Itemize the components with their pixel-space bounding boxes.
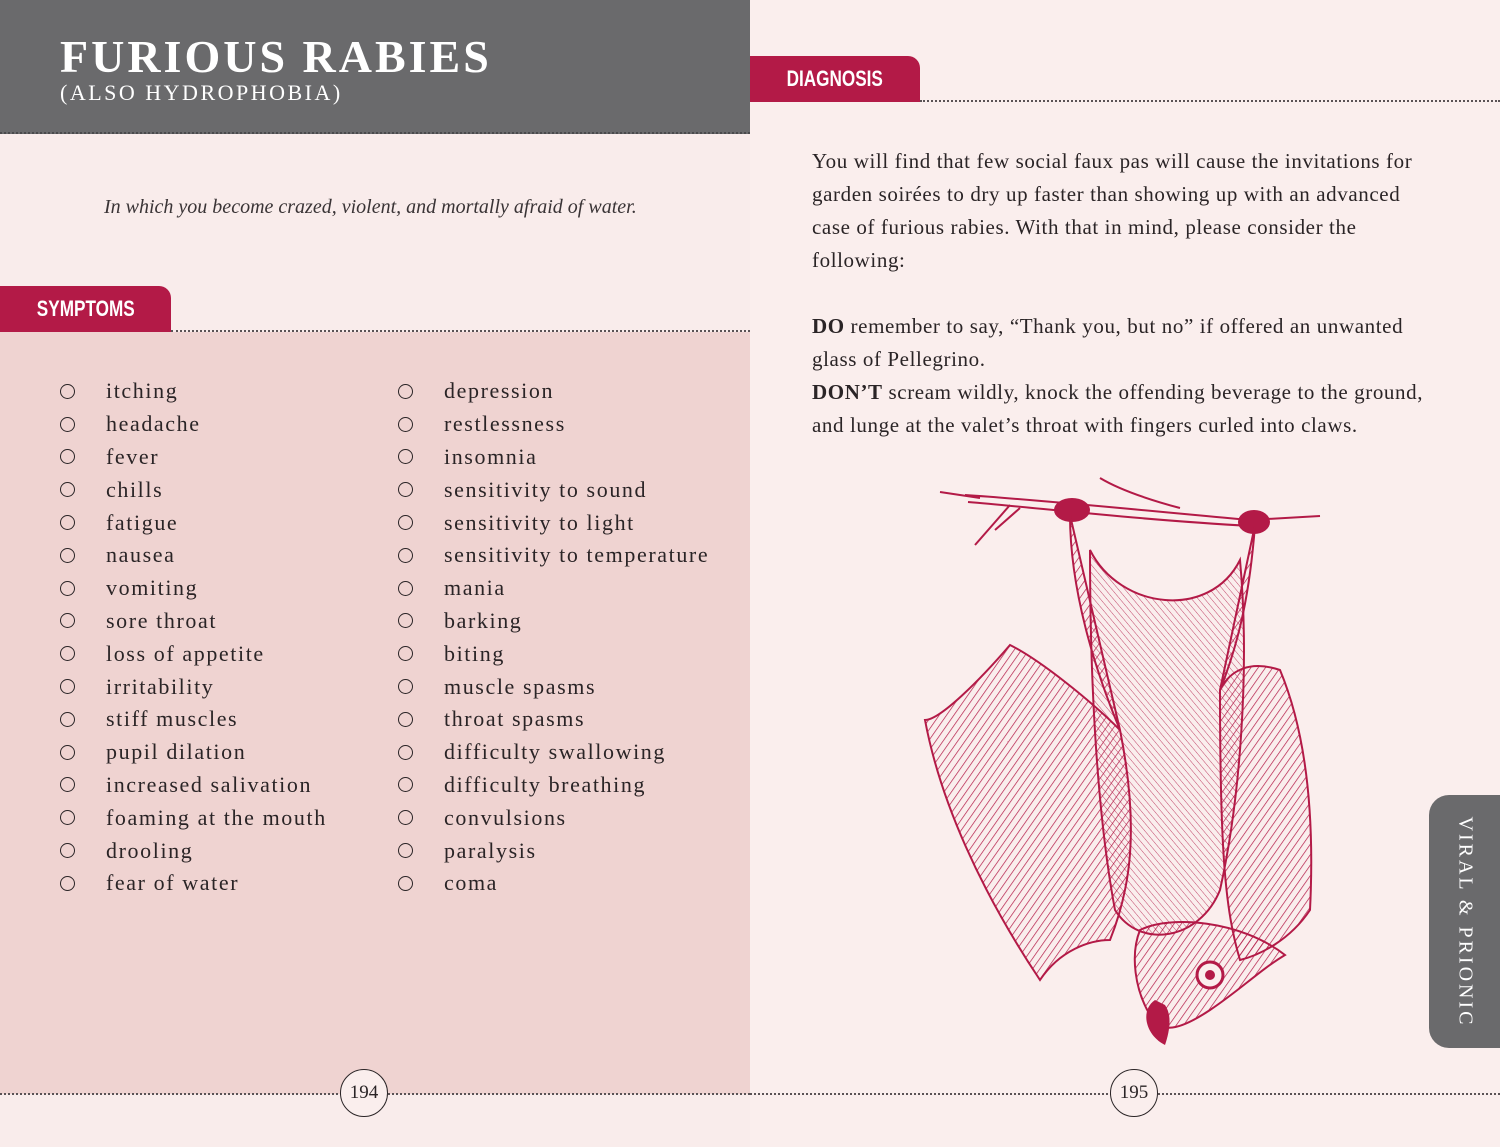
- checkbox-circle-icon: [60, 876, 75, 891]
- symptom-label: fear of water: [106, 870, 240, 896]
- symptom-item: [60, 408, 327, 441]
- symptom-label: fever: [106, 443, 160, 469]
- symptom-label: chills: [106, 476, 164, 502]
- checkbox-circle-icon: [60, 679, 75, 694]
- bat-illustration: [920, 470, 1330, 1050]
- symptom-item: [60, 637, 327, 670]
- checkbox-circle-icon: [398, 777, 413, 792]
- symptom-item: [60, 834, 327, 867]
- symptom-label: pupil dilation: [106, 739, 247, 765]
- page-number-left: 194: [340, 1069, 388, 1117]
- dont-text: scream wildly, knock the offending beverage to the ground, and lunge at the valet’s throat with fingers curled into claws.: [812, 380, 1424, 437]
- checkbox-circle-icon: [60, 548, 75, 563]
- chapter-side-tab-label: VIRAL & PRIONIC: [1454, 816, 1476, 1027]
- symptom-item: [60, 441, 327, 474]
- diagnosis-paragraph: You will find that few social faux pas will cause the invitations for garden soirées to dry up faster than showing up with an advanced case of furious rabies. With that in mind, please consider the following:: [812, 149, 1413, 272]
- symptoms-column-1: [60, 375, 327, 900]
- symptoms-heading-tab: [0, 286, 171, 332]
- symptom-item: [398, 539, 709, 572]
- checkbox-circle-icon: [398, 745, 413, 760]
- checkbox-circle-icon: [398, 548, 413, 563]
- checkbox-circle-icon: [398, 810, 413, 825]
- checkbox-circle-icon: [398, 449, 413, 464]
- symptom-item: [398, 506, 709, 539]
- checkbox-circle-icon: [60, 777, 75, 792]
- symptoms-column-2: [398, 375, 709, 900]
- diagnosis-heading: DIAGNOSIS: [786, 66, 884, 91]
- checkbox-circle-icon: [60, 745, 75, 760]
- symptom-item: [398, 605, 709, 638]
- checkbox-circle-icon: [60, 581, 75, 596]
- symptom-label: biting: [444, 640, 505, 666]
- symptom-label: headache: [106, 411, 201, 437]
- symptom-label: sensitivity to temperature: [444, 542, 710, 568]
- chapter-side-tab: [1429, 795, 1500, 1048]
- symptom-label: throat spasms: [444, 706, 586, 732]
- symptom-item: [398, 408, 709, 441]
- symptom-item: [398, 867, 709, 900]
- symptom-label: sensitivity to light: [444, 509, 635, 535]
- dont-label: DON’T: [812, 380, 883, 404]
- checkbox-circle-icon: [398, 646, 413, 661]
- symptom-item: [60, 670, 327, 703]
- symptom-item: [398, 769, 709, 802]
- checkbox-circle-icon: [398, 679, 413, 694]
- checkbox-circle-icon: [398, 876, 413, 891]
- checkbox-circle-icon: [60, 810, 75, 825]
- symptom-item: [398, 736, 709, 769]
- symptom-label: sore throat: [106, 607, 218, 633]
- symptom-item: [60, 605, 327, 638]
- checkbox-circle-icon: [398, 384, 413, 399]
- dont-line: [812, 376, 1442, 442]
- symptom-item: [60, 473, 327, 506]
- symptom-item: [60, 769, 327, 802]
- page-subtitle: (ALSO HYDROPHOBIA): [60, 80, 343, 105]
- symptom-item: [60, 801, 327, 834]
- checkbox-circle-icon: [398, 613, 413, 628]
- symptom-item: [398, 637, 709, 670]
- bat-ear: [1146, 1000, 1169, 1045]
- symptom-item: [60, 506, 327, 539]
- do-line: [812, 310, 1442, 376]
- symptom-label: itching: [106, 378, 179, 404]
- symptom-label: loss of appetite: [106, 640, 265, 666]
- checkbox-circle-icon: [398, 482, 413, 497]
- symptom-label: convulsions: [444, 804, 567, 830]
- symptoms-rule: [171, 330, 750, 332]
- symptom-label: drooling: [106, 837, 194, 863]
- symptom-label: irritability: [106, 673, 215, 699]
- symptom-label: difficulty swallowing: [444, 739, 667, 765]
- checkbox-circle-icon: [398, 843, 413, 858]
- symptom-label: fatigue: [106, 509, 179, 535]
- checkbox-circle-icon: [398, 581, 413, 596]
- symptom-item: [398, 441, 709, 474]
- checkbox-circle-icon: [60, 613, 75, 628]
- symptom-label: difficulty breathing: [444, 771, 647, 797]
- do-label: DO: [812, 314, 845, 338]
- checkbox-circle-icon: [60, 417, 75, 432]
- symptom-label: vomiting: [106, 575, 199, 601]
- symptom-label: barking: [444, 607, 523, 633]
- symptom-label: increased salivation: [106, 771, 313, 797]
- symptom-item: [60, 539, 327, 572]
- page-number-right: 195: [1110, 1069, 1158, 1117]
- symptom-label: stiff muscles: [106, 706, 239, 732]
- symptom-item: [398, 670, 709, 703]
- checkbox-circle-icon: [60, 384, 75, 399]
- symptom-item: [398, 375, 709, 408]
- symptom-item: [60, 572, 327, 605]
- diagnosis-rule: [920, 100, 1500, 102]
- symptom-label: restlessness: [444, 411, 566, 437]
- bat-pupil: [1205, 970, 1215, 980]
- title-band: [0, 0, 750, 134]
- branch: [940, 478, 1320, 545]
- symptom-label: mania: [444, 575, 506, 601]
- tagline: In which you become crazed, violent, and mortally afraid of water.: [104, 196, 637, 218]
- bat-body: [1090, 550, 1244, 935]
- symptoms-heading: SYMPTOMS: [36, 296, 135, 321]
- symptom-item: [60, 703, 327, 736]
- do-text: remember to say, “Thank you, but no” if offered an unwanted glass of Pellegrino.: [812, 314, 1404, 371]
- checkbox-circle-icon: [60, 449, 75, 464]
- symptom-label: insomnia: [444, 443, 538, 469]
- checkbox-circle-icon: [398, 712, 413, 727]
- symptom-item: [398, 801, 709, 834]
- checkbox-circle-icon: [60, 646, 75, 661]
- checkbox-circle-icon: [60, 515, 75, 530]
- symptom-label: depression: [444, 378, 555, 404]
- symptom-item: [398, 572, 709, 605]
- symptom-label: foaming at the mouth: [106, 804, 327, 830]
- checkbox-circle-icon: [60, 843, 75, 858]
- diagnosis-body: [812, 145, 1442, 442]
- checkbox-circle-icon: [398, 515, 413, 530]
- symptom-label: coma: [444, 870, 499, 896]
- symptom-label: sensitivity to sound: [444, 476, 648, 502]
- symptom-label: muscle spasms: [444, 673, 597, 699]
- symptom-label: paralysis: [444, 837, 537, 863]
- diagnosis-heading-tab: [750, 56, 920, 102]
- symptom-label: nausea: [106, 542, 176, 568]
- symptom-item: [398, 703, 709, 736]
- symptom-item: [60, 736, 327, 769]
- checkbox-circle-icon: [398, 417, 413, 432]
- symptom-item: [398, 834, 709, 867]
- symptom-item: [60, 375, 327, 408]
- page-title: FURIOUS RABIES: [60, 31, 492, 82]
- checkbox-circle-icon: [60, 482, 75, 497]
- symptom-item: [60, 867, 327, 900]
- checkbox-circle-icon: [60, 712, 75, 727]
- symptom-item: [398, 473, 709, 506]
